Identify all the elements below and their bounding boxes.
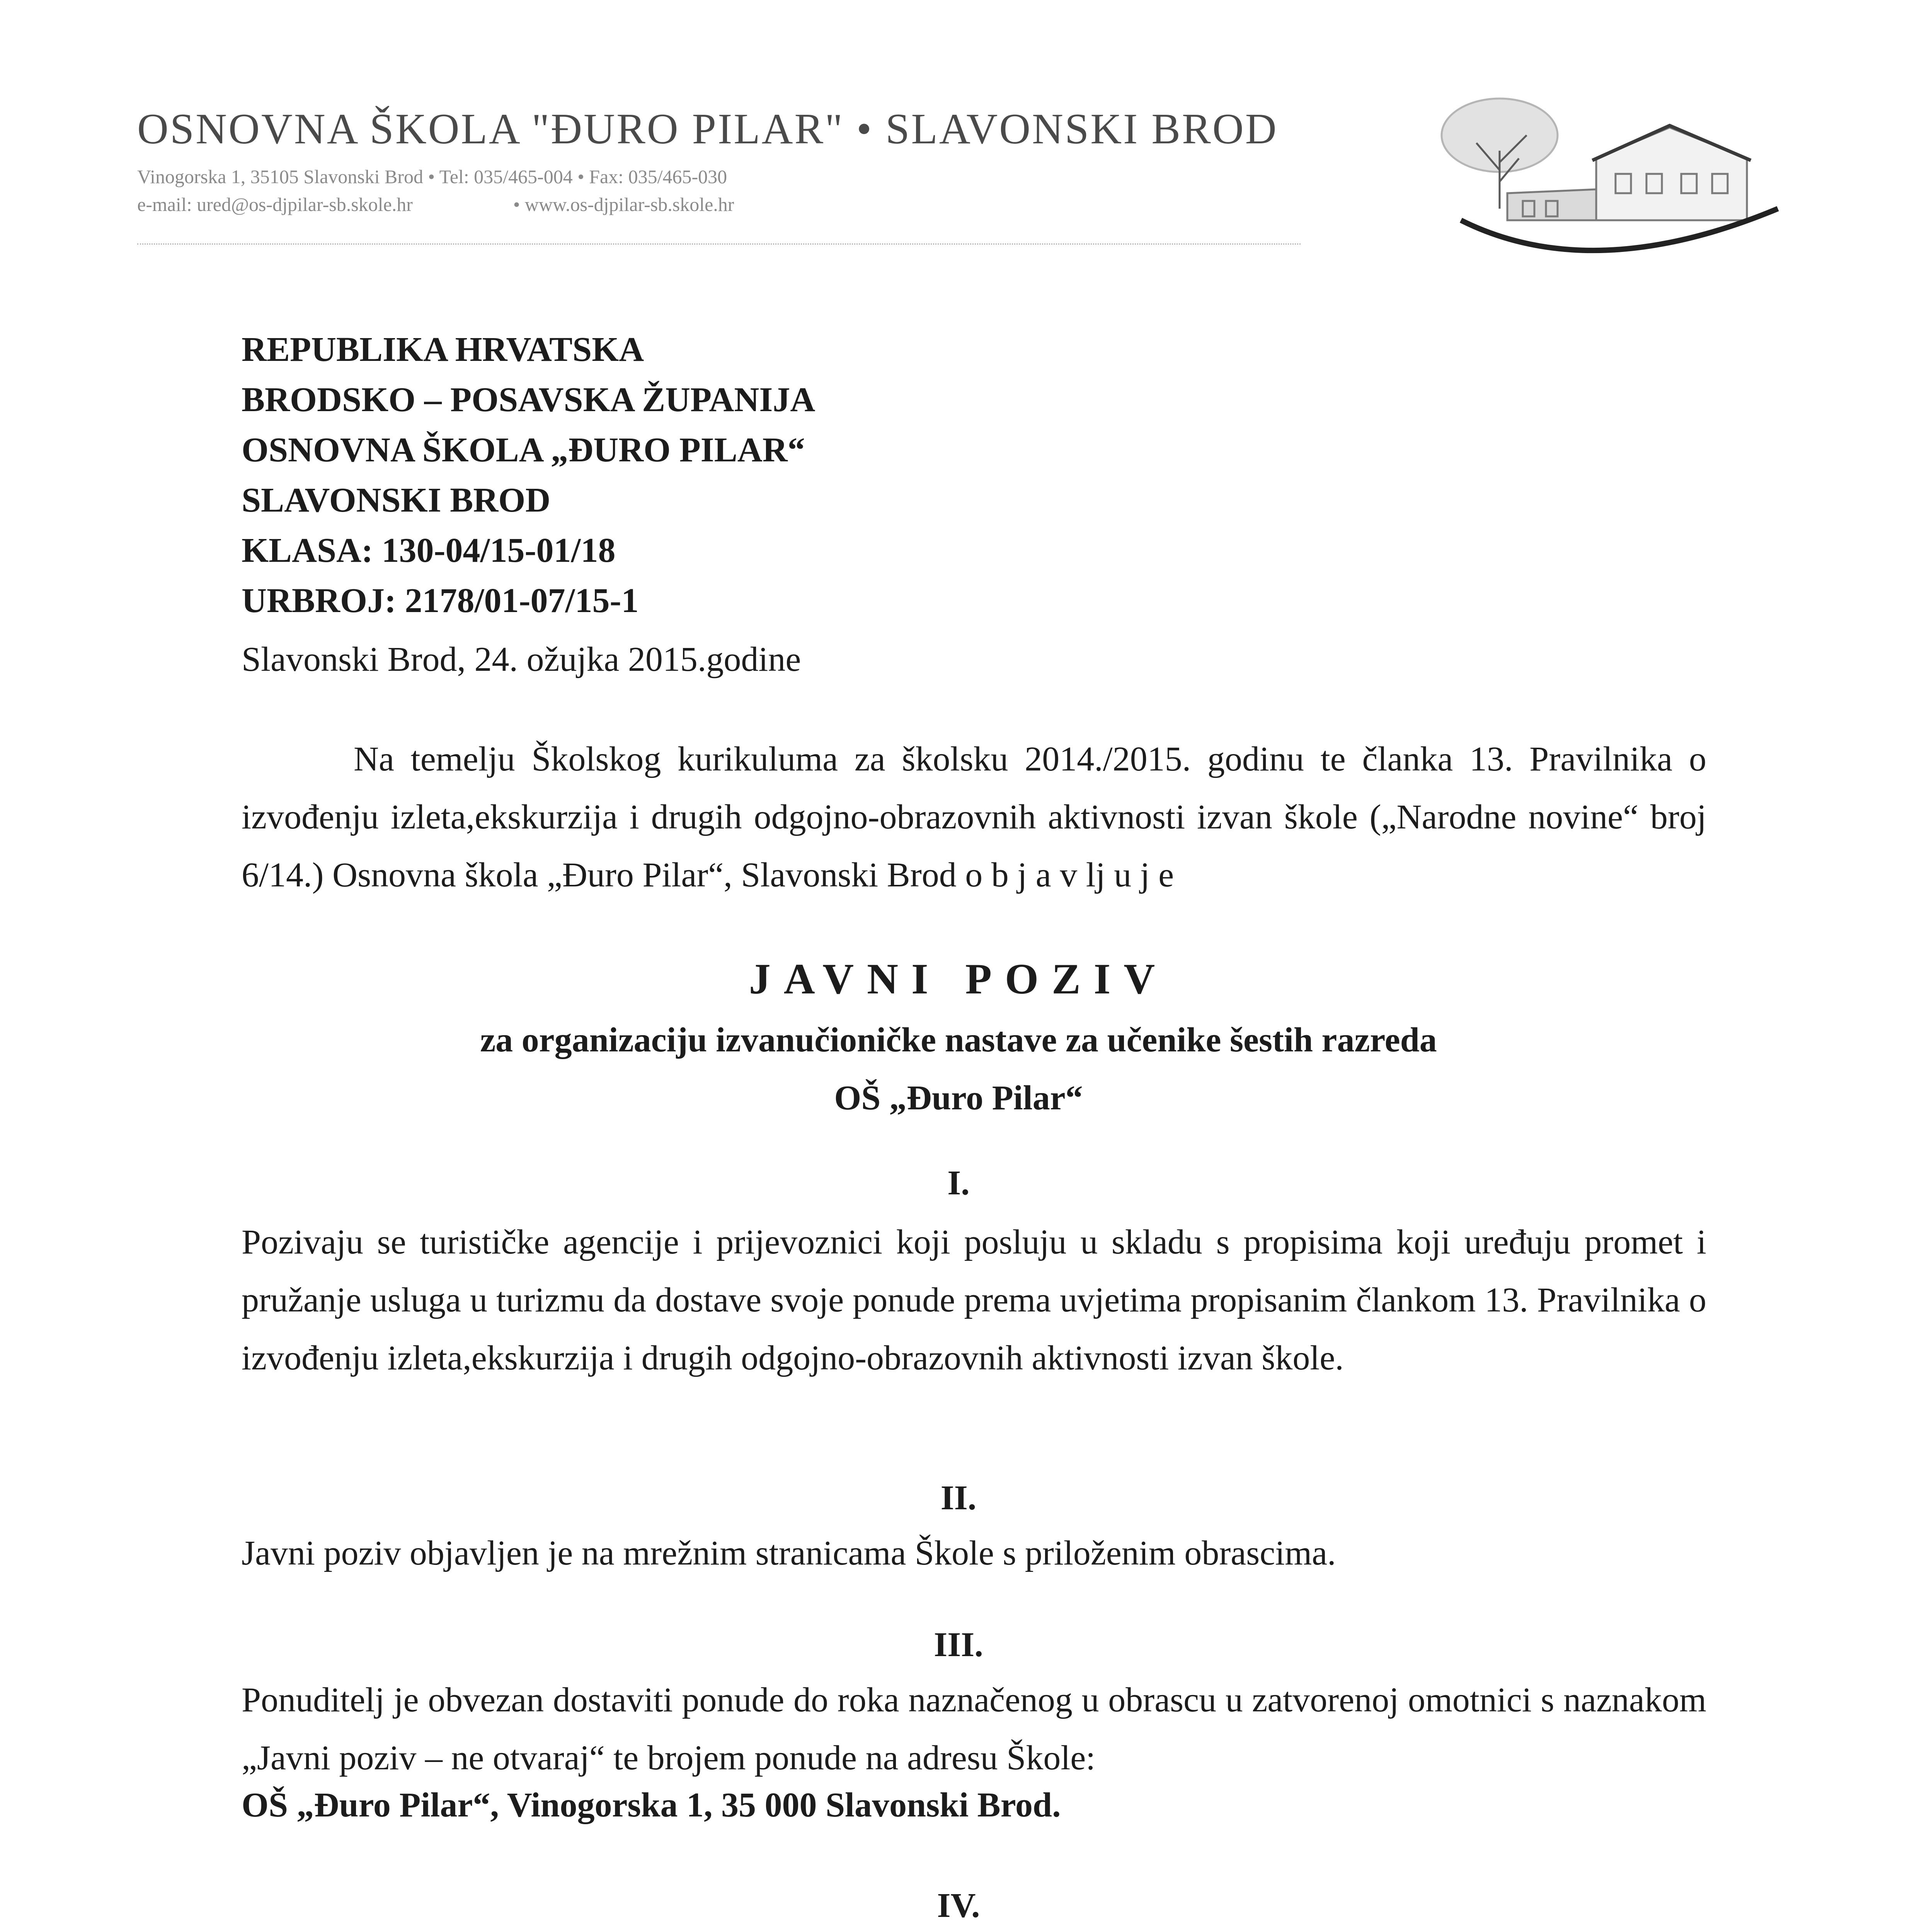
header-klasa: KLASA: 130-04/15-01/18	[242, 531, 616, 570]
header-county: BRODSKO – POSAVSKA ŽUPANIJA	[242, 381, 815, 419]
section-text: Pozivaju se turističke agencije i prijevoznici koji posluju u skladu s propisima koji uređuju promet i pružanje usluga u turizmu da dostave svoje ponude prema uvjetima propisanim člankom 13. Pravilnika o izvođenju izleta,ekskurzija i drugih odgojno-obrazovnih aktivnosti izvan škole.	[242, 1223, 1706, 1377]
intro-paragraph: Na temelju Školskog kurikuluma za školsku 2014./2015. godinu te članka 13. Pravilnika o izvođenju izleta,ekskurzija i drugih odgojno-obrazovnih aktivnosti izvan škole („Narodne novine“ broj 6/14.) Osnovna škola „Đuro Pilar“, Slavonski Brod o b j a v lj u j e	[242, 740, 1706, 894]
header-republic: REPUBLIKA HRVATSKA	[242, 330, 644, 369]
school-address: OŠ „Đuro Pilar“, Vinogorska 1, 35 000 Slavonski Brod.	[242, 1786, 1061, 1824]
letterhead-address: Vinogorska 1, 35105 Slavonski Brod • Tel: 035/465-004 • Fax: 035/465-030	[137, 166, 727, 187]
header-school: OSNOVNA ŠKOLA „ĐURO PILAR“	[242, 431, 805, 469]
section-number: I.	[947, 1164, 970, 1202]
header-place-date: Slavonski Brod, 24. ožujka 2015.godine	[242, 640, 801, 679]
document-subtitle: za organizaciju izvanučioničke nastave za učenike šestih razreda	[480, 1021, 1437, 1059]
section-text: Javni poziv objavljen je na mrežnim stranicama Škole s priloženim obrascima.	[242, 1534, 1336, 1572]
letterhead-email: e-mail: ured@os-djpilar-sb.skole.hr	[137, 194, 413, 215]
document-title: JAVNI POZIV	[749, 955, 1168, 1003]
letterhead-website: • www.os-djpilar-sb.skole.hr	[513, 194, 734, 215]
letterhead-contact	[137, 193, 734, 216]
section-number: II.	[940, 1479, 977, 1517]
header-urbroj: URBROJ: 2178/01-07/15-1	[242, 582, 639, 620]
school-building-logo	[1430, 93, 1797, 294]
letterhead-title: OSNOVNA ŠKOLA "ĐURO PILAR" • SLAVONSKI BROD	[137, 105, 1278, 153]
header-city: SLAVONSKI BROD	[242, 481, 551, 519]
document-subtitle-school: OŠ „Đuro Pilar“	[834, 1079, 1083, 1117]
letterhead-divider	[137, 243, 1301, 245]
section-number: III.	[934, 1626, 983, 1664]
section-number: IV.	[937, 1886, 980, 1925]
section-text: Ponuditelj je obvezan dostaviti ponude do roka naznačenog u obrascu u zatvorenoj omotnici s naznakom „Javni poziv – ne otvaraj“ te brojem ponude na adresu Škole:	[242, 1681, 1706, 1777]
